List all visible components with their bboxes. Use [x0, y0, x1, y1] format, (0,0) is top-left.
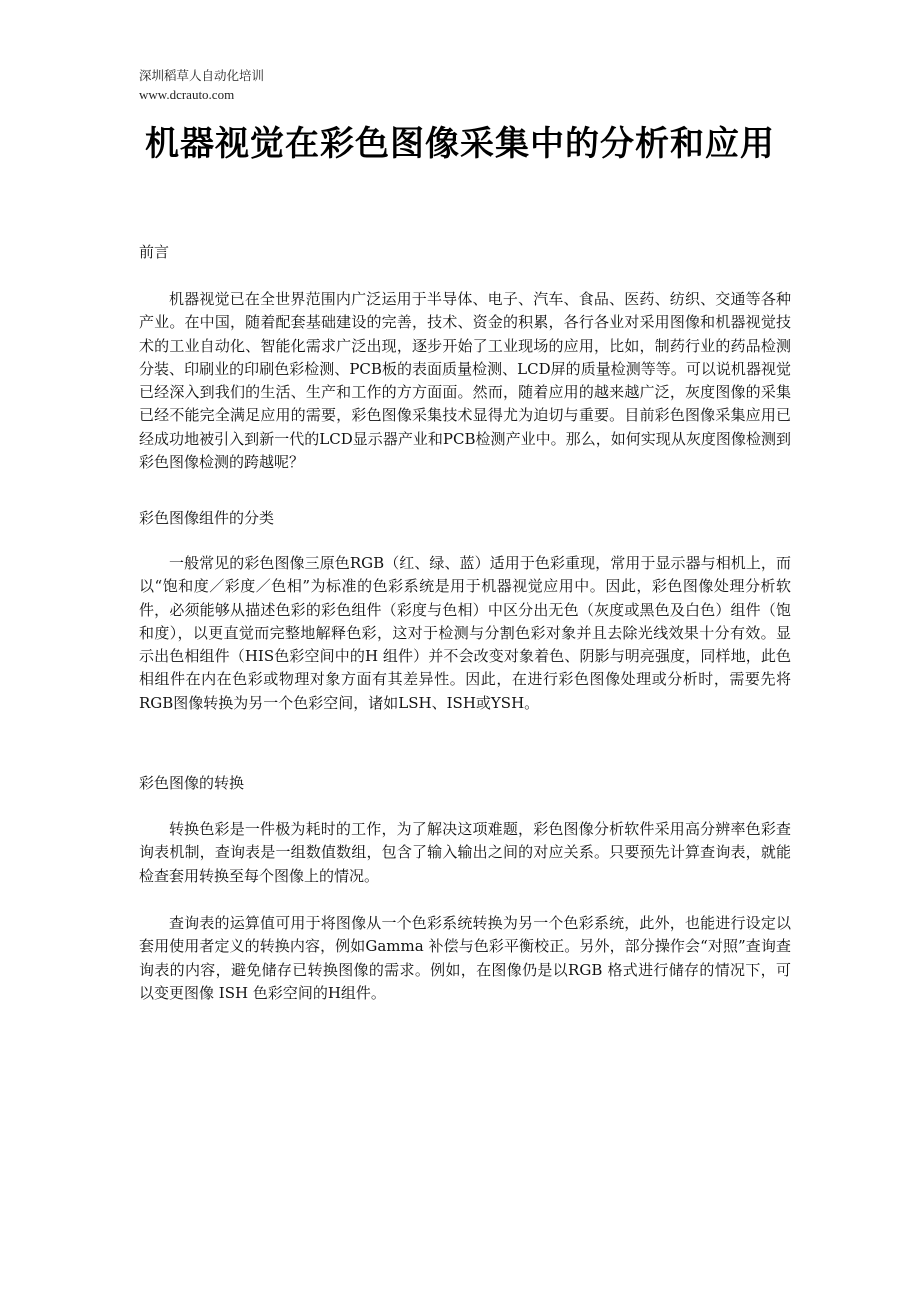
section-heading-classification: 彩色图像组件的分类	[139, 509, 275, 527]
document-title: 机器视觉在彩色图像采集中的分析和应用	[145, 124, 775, 164]
header-company: 深圳稻草人自动化培训	[139, 68, 265, 83]
paragraph-conversion-1: 转换色彩是一件极为耗时的工作，为了解决这项难题，彩色图像分析软件采用高分辨率色彩查询表机制，查询表是一组数值数组，包含了输入输出之间的对应关系。只要预先计算查询表，就能检查套用转换至每个图像上的情况。	[139, 820, 791, 885]
section-heading-preface: 前言	[139, 243, 170, 261]
paragraph-preface: 机器视觉已在全世界范围内广泛运用于半导体、电子、汽车、食品、医药、纺织、交通等各种产业。在中国，随着配套基础建设的完善，技术、资金的积累，各行各业对采用图像和机器视觉技术的工业自动化、智能化需求广泛出现，逐步开始了工业现场的应用，比如，制药行业的药品检测分装、印刷业的印刷色彩检测、PCB板的表面质量检测、LCD屏的质量检测等等。可以说机器视觉已经深入到我们的生活、生产和工作的方方面面。然而，随着应用的越来越广泛，灰度图像的采集已经不能完全满足应用的需要，彩色图像采集技术显得尤为迫切与重要。目前彩色图像采集应用已经成功地被引入到新一代的LCD显示器产业和PCB检测产业中。那么，如何实现从灰度图像检测到彩色图像检测的跨越呢？	[139, 290, 791, 472]
paragraph-conversion-2: 查询表的运算值可用于将图像从一个色彩系统转换为另一个色彩系统，此外，也能进行设定以套用使用者定义的转换内容，例如Gamma 补偿与色彩平衡校正。另外，部分操作会“对照”查询查询表的内容，避免储存已转换图像的需求。例如，在图像仍是以RGB 格式进行储存的情况下，可以变更图像 ISH 色彩空间的H组件。	[139, 914, 791, 1002]
header-website[interactable]: www.dcrauto.com	[139, 87, 235, 102]
section-heading-conversion: 彩色图像的转换	[139, 774, 245, 792]
paragraph-classification: 一般常见的彩色图像三原色RGB（红、绿、蓝）适用于色彩重现，常用于显示器与相机上，而以“饱和度／彩度／色相”为标准的色彩系统是用于机器视觉应用中。因此，彩色图像处理分析软件，必须能够从描述色彩的彩色组件（彩度与色相）中区分出无色（灰度或黑色及白色）组件（饱和度），以更直觉而完整地解释色彩，这对于检测与分割色彩对象并且去除光线效果十分有效。显示出色相组件（HIS色彩空间中的H 组件）并不会改变对象着色、阴影与明亮强度，同样地，此色相组件在内在色彩或物理对象方面有其差异性。因此，在进行彩色图像处理或分析时，需要先将RGB图像转换为另一个色彩空间，诸如LSH、ISH或YSH。	[139, 554, 791, 712]
